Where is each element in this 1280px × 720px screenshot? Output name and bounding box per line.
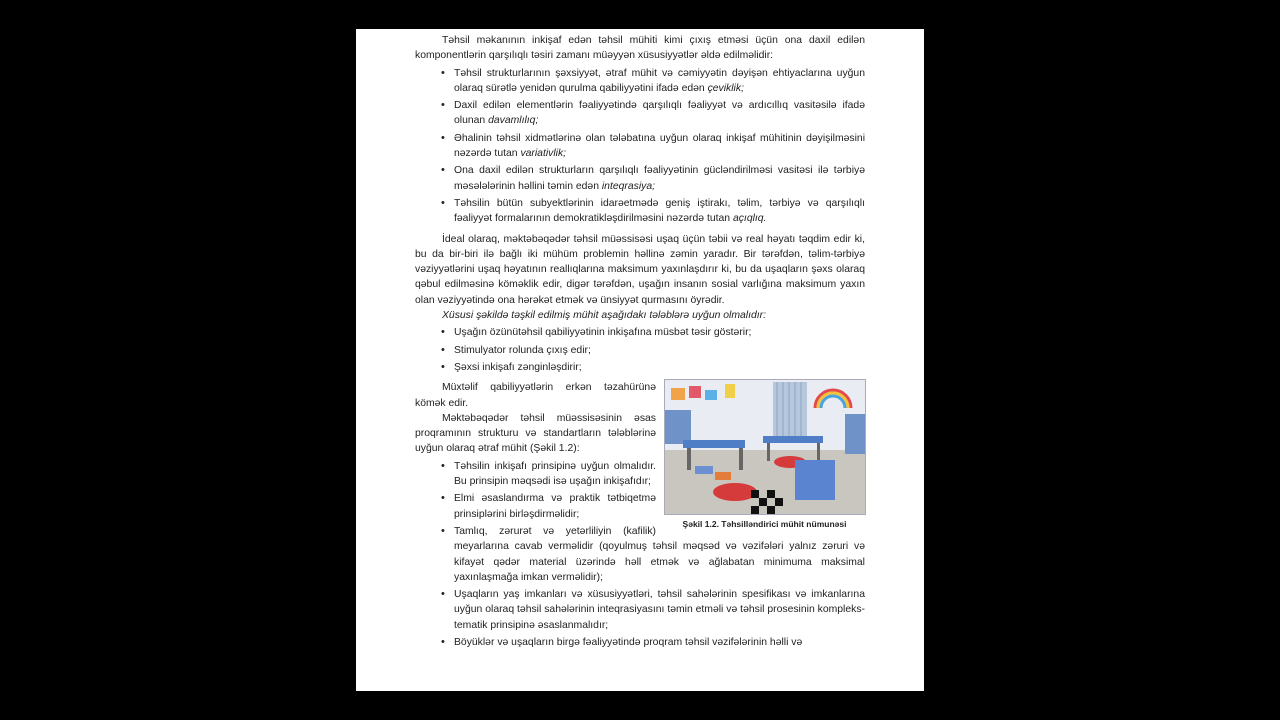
list-item: • Stimulyator rolunda çıxış edir; [454,343,865,358]
page-content [415,33,865,652]
paragraph-ideal: İdeal olaraq, məktəbəqədər təhsil müəssisəsi uşaq üçün təbii və real həyatı təqdim edir ki, bu da bir-biri ilə bağlı iki mühüm problemin həllinə zəmin yaradır. Bir tərəfdən, təlim-tərbiyə vəziyyətlərini uşaq həyatının reallıqlarına maksimum yaxınlaşdırır ki, bu da uşaqların şəxs olaraq qəbul edilməsinə köməklik edir, digər tərəfdən, uşağın insanın sosial varlığına maksimum yaxın olan vəziyyətində ona hərəkət etmək və ünsiyyət qurmasını öyrədir. [415,233,865,306]
list-item: • Şəxsi inkişafı zənginləşdirir; [454,360,865,375]
paragraph-environment: Məktəbəqədər təhsil müəssisəsinin əsas proqramının strukturu və standartların tələblərinə uyğun olaraq ətraf mühit (Şəkil 1.2): [415,412,656,455]
list-item: • Daxil edilən elementlərin fəaliyyətində qarşılıqlı fəaliyyət və ardıcıllıq vasitəsilə ifadə olunan davamlılıq; [454,98,865,129]
list-item: • Əhalinin təhsil xidmətlərinə olan tələbatına uyğun olaraq inkişaf mühitinin dəyişilməsini nəzərdə tutan variativlik; [454,131,865,162]
list-item: • Uşaqların yaş imkanları və xüsusiyyətləri, təhsil sahələrinin spesifikası və imkanlarına uyğun olaraq təhsil sahələrinin inteqrasiyasını təmin etməli və təhsil prosesinin kompleks-tematik prinsipinə əsaslanmalıdır; [454,587,865,633]
paragraph-abilities: Müxtəlif qabiliyyətlərin erkən təzahürünə kömək edir. [415,382,656,409]
figure-caption: Şəkil 1.2. Təhsilləndirici mühit nümunəsi [682,519,847,530]
list-item: • Elmi əsaslandırma və praktik tətbiqetmə prinsiplərini birləşdirməlidir; [454,491,865,522]
list-item: • Böyüklər və uşaqların birgə fəaliyyətində proqram təhsil vəzifələrinin həlli və [454,635,865,650]
list-item: • Təhsilin bütün subyektlərinin idarəetmədə geniş iştirakı, təlim, tərbiyə və qarşılıqlı fəaliyyət formalarının demokratikləşdirilməsini nəzərdə tutan açıqlıq. [454,196,865,227]
list-item: • Təhsilin inkişafı prinsipinə uyğun olmalıdır. Bu prinsipin məqsədi isə uşağın inkişafıdır; [454,459,865,490]
requirements-list [415,325,865,375]
properties-list [415,66,865,227]
list-item: • Ona daxil edilən strukturların qarşılıqlı fəaliyyətinin gücləndirilməsi vasitəsi ilə tərbiyə məsələlərinin həllini təmin edən inteqrasiya; [454,163,865,194]
list-item: • Tamlıq, zərurət və yetərliliyin (kafilik) meyarlarına cavab verməlidir (qoyulmuş təhsil məqsəd və vəzifələri yalnız zəruri və kifayət qədər material üzərində həll etmək və ağlabatan minimuma maksimal yaxınlaşmağa imkan verməlidir); [454,524,865,585]
environment-list [415,459,865,651]
list-item: • Təhsil strukturlarının şəxsiyyət, ətraf mühit və cəmiyyətin dəyişən ehtiyaclarına uyğun olaraq sürətlə yenidən qurulma qabiliyyətini ifadə edən çeviklik; [454,66,865,97]
requirements-heading: Xüsusi şəkildə təşkil edilmiş mühit aşağıdakı tələblərə uyğun olmalıdır: [442,310,766,322]
document-page [356,29,924,691]
list-item: • Uşağın özünütəhsil qabiliyyətinin inkişafına müsbət təsir göstərir; [454,325,865,340]
paragraph-intro: Təhsil məkanının inkişaf edən təhsil mühiti kimi çıxış etməsi üçün ona daxil edilən komponentlərin qarşılıqlı təsiri zamanı müəyyən xüsusiyyətlər əldə edilməlidir: [415,35,865,62]
